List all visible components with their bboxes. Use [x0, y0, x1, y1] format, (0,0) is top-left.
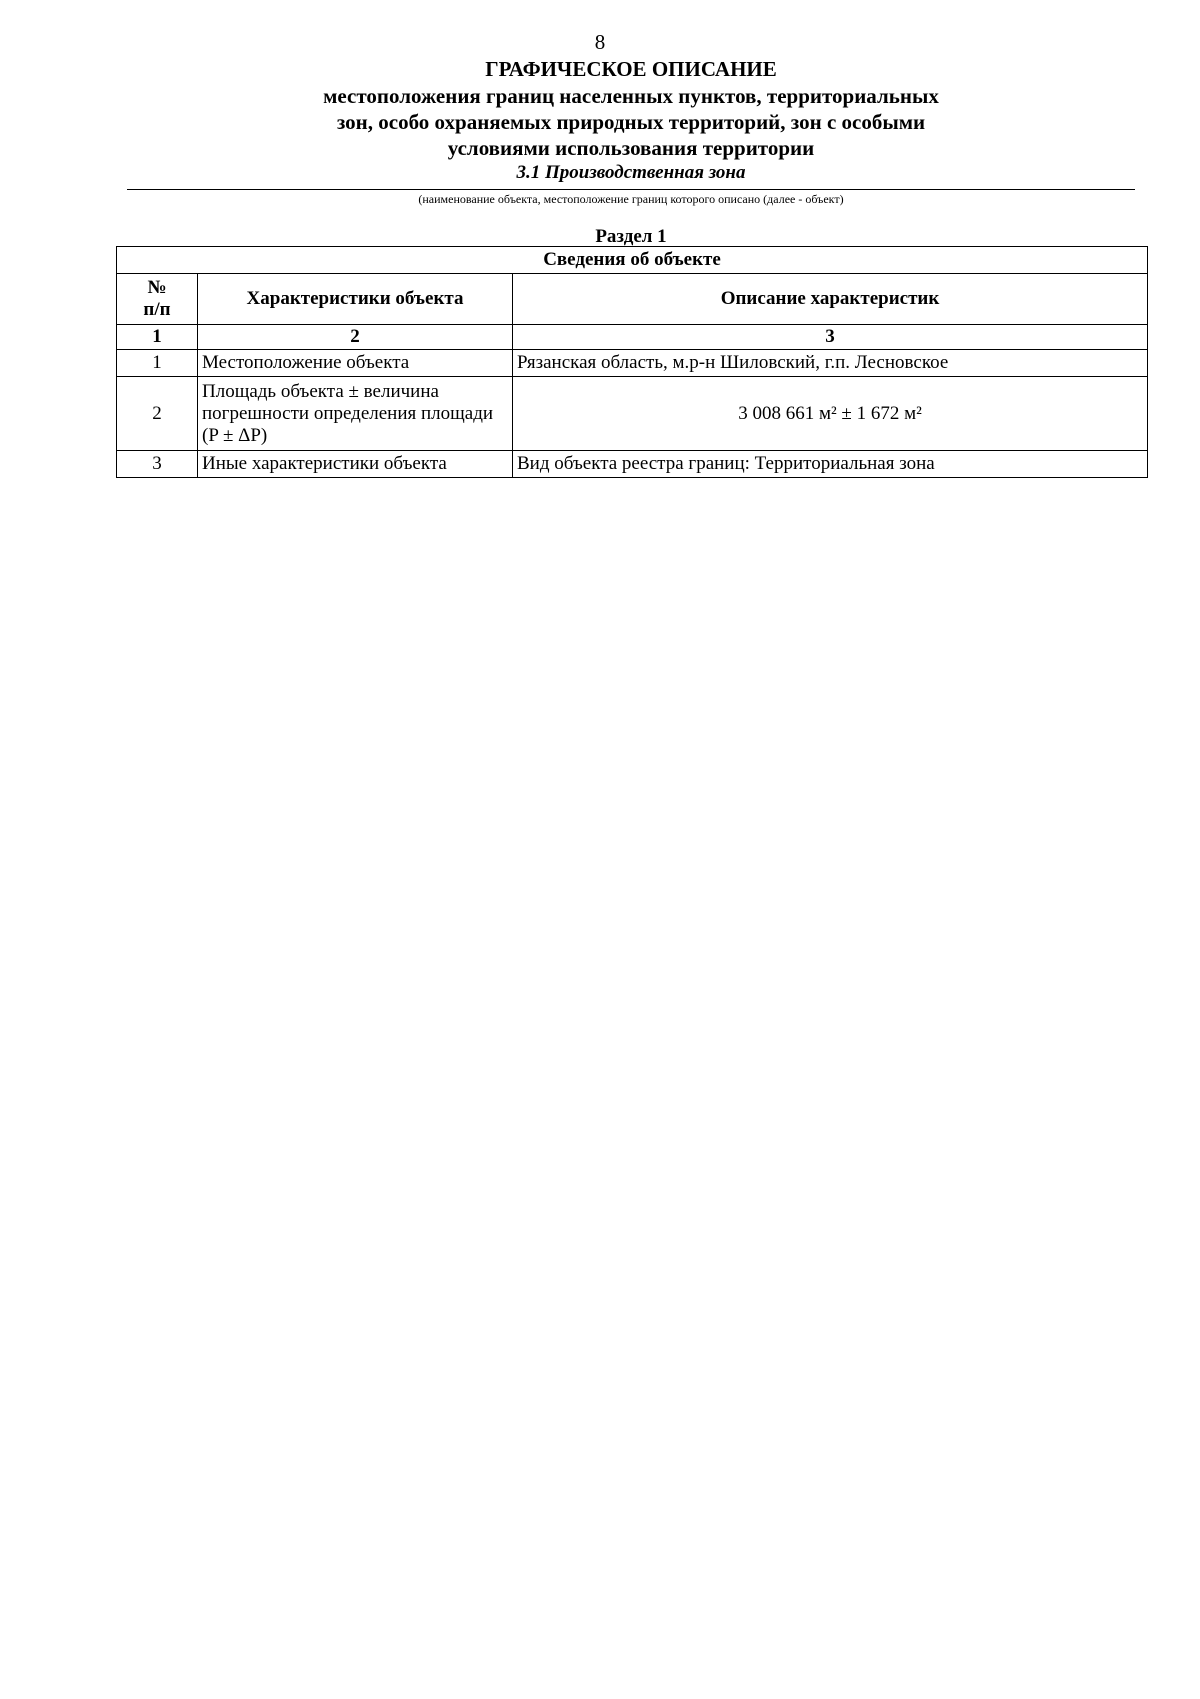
column-number-row: [117, 325, 1148, 350]
table-header-row: [117, 274, 1148, 325]
characteristic-line: (P ± ΔP): [202, 424, 268, 446]
section-title: Раздел 1: [595, 226, 667, 247]
row-number: 3: [117, 451, 198, 478]
row-number: 1: [117, 350, 198, 377]
column-header-description: Описание характеристик: [513, 274, 1148, 325]
table-caption-row: [117, 247, 1148, 274]
table-row: [117, 451, 1148, 478]
row-characteristic: [198, 377, 513, 451]
object-info-table: [116, 246, 1148, 478]
characteristic-line: погрешности определения площади: [202, 402, 494, 424]
subtitle-line: местоположения границ населенных пунктов, территориальных: [323, 84, 939, 108]
page-number: 8: [594, 30, 606, 54]
row-number: 2: [117, 377, 198, 451]
table-caption: Сведения об объекте: [117, 247, 1148, 274]
column-number: 3: [513, 325, 1148, 350]
characteristic-line: Площадь объекта ± величина: [202, 380, 439, 402]
column-number: 1: [117, 325, 198, 350]
table-row: [117, 350, 1148, 377]
subtitle-line: зон, особо охраняемых природных территорий, зон с особыми: [336, 110, 926, 134]
row-description: Вид объекта реестра границ: Территориальная зона: [513, 451, 1148, 478]
document-title: ГРАФИЧЕСКОЕ ОПИСАНИЕ: [485, 57, 777, 81]
row-characteristic: Местоположение объекта: [198, 350, 513, 377]
column-header-characteristic: Характеристики объекта: [198, 274, 513, 325]
column-header-number: № п/п: [117, 274, 198, 325]
row-description: Рязанская область, м.р-н Шиловский, г.п. Лесновское: [513, 350, 1148, 377]
underline-divider: [127, 189, 1135, 190]
table-row: [117, 377, 1148, 451]
object-name: 3.1 Производственная зона: [516, 162, 746, 183]
object-name-caption: (наименование объекта, местоположение границ которого описано (далее - объект): [418, 192, 844, 206]
column-number: 2: [198, 325, 513, 350]
subtitle-line: условиями использования территории: [447, 136, 815, 160]
document-subtitle: [0, 83, 1200, 161]
row-description: 3 008 661 м² ± 1 672 м²: [513, 377, 1148, 451]
row-characteristic: Иные характеристики объекта: [198, 451, 513, 478]
